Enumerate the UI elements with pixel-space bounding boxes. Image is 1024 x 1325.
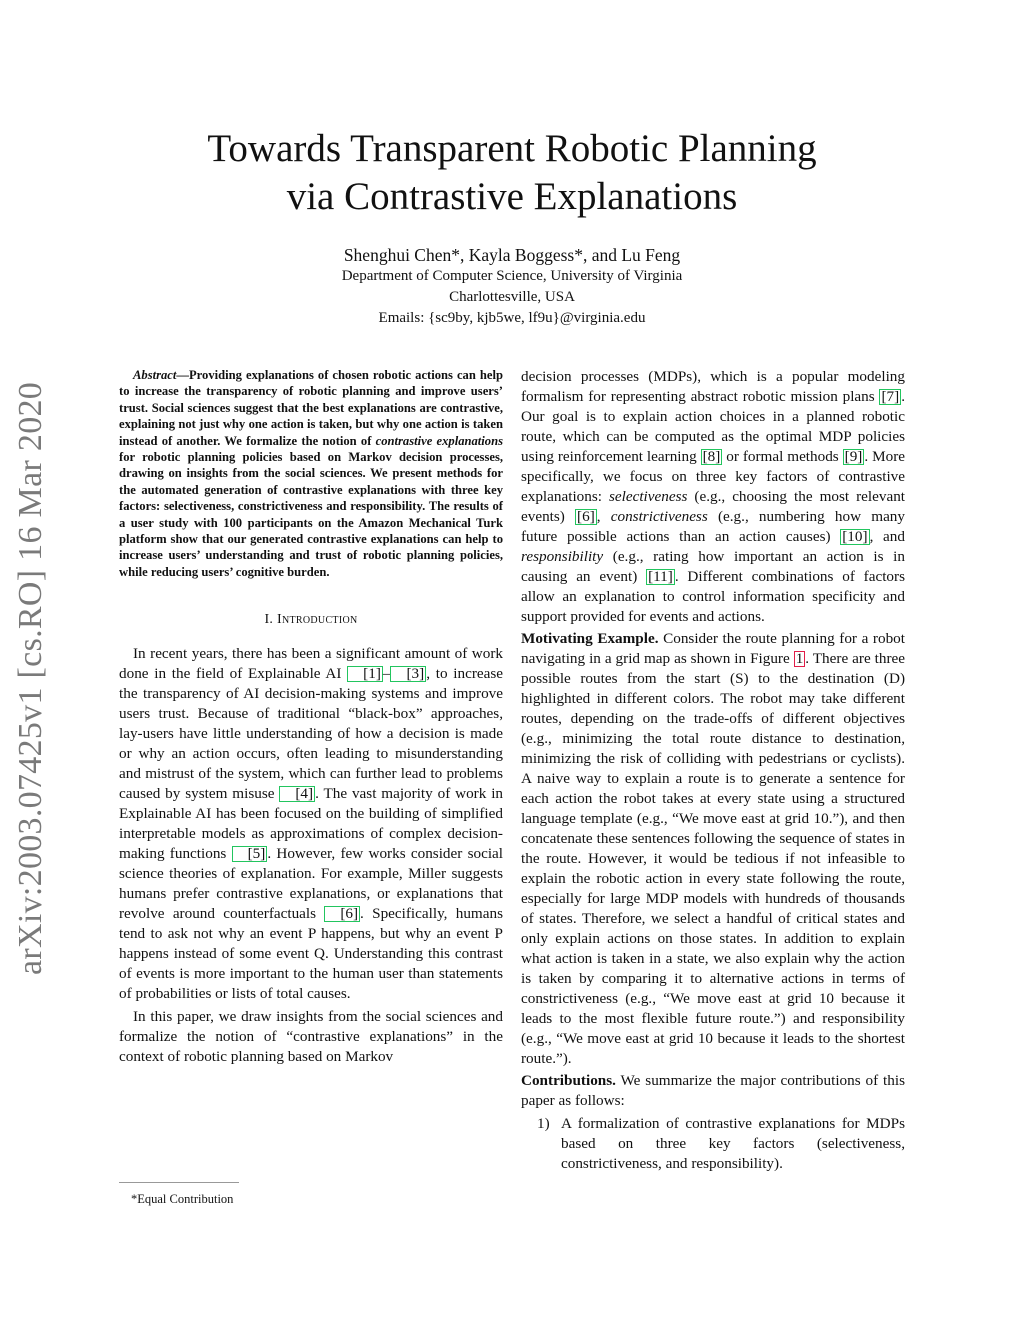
- intro-paragraph-1: [119, 644, 503, 1004]
- text-run: . The vast majority of work in Explainable AI has been focused on the building of simplified interpretable models as approximations of complex decision-making functions: [119, 785, 504, 863]
- text-run: Consider the route planning for a robot navigating in a grid map as shown in Figure: [521, 630, 905, 667]
- text-run: (e.g., numbering how many future possible actions than an action causes): [521, 508, 905, 545]
- citation-link[interactable]: [6]: [577, 508, 595, 525]
- text-run: or formal methods: [722, 448, 843, 465]
- citation-link[interactable]: [10]: [842, 528, 868, 545]
- text-run: , and: [869, 528, 905, 545]
- citation-link[interactable]: [7]: [881, 388, 900, 405]
- text-run: –: [382, 665, 391, 683]
- author-emails: Emails: {sc9by, kjb5we, lf9u}@virginia.edu: [378, 310, 646, 326]
- arxiv-identifier: arXiv:2003.07425v1 [cs.RO] 16 Mar 2020: [12, 381, 49, 975]
- text-run: . Specifically, humans tend to ask not why an event P happens, but why an event P happens instead of some event Q. Understanding this contrast of events is more important to the human user than statements of probabilities or lists of total causes.: [119, 905, 503, 1003]
- author-block: [0, 244, 1024, 329]
- section-heading-introduction: [119, 610, 503, 630]
- abstract-emphasis: contrastive explanations: [375, 433, 503, 448]
- footnote-divider: [119, 1182, 239, 1183]
- emphasis: constrictiveness: [610, 508, 708, 525]
- citation-link[interactable]: [3]: [390, 666, 426, 682]
- section-numeral: I.: [264, 612, 278, 628]
- text-run: ,: [596, 508, 611, 525]
- author-location: Charlottesville, USA: [449, 289, 575, 305]
- emphasis: responsibility: [521, 548, 604, 565]
- author-names: Shenghui Chen*, Kayla Boggess*, and Lu Feng: [343, 245, 681, 265]
- list-item-number: 1): [537, 1115, 550, 1132]
- title-line-2: via Contrastive Explanations: [286, 175, 738, 218]
- motivating-example-paragraph: [521, 629, 905, 1069]
- left-column: [119, 367, 503, 1067]
- contributions-list: [521, 1114, 905, 1174]
- citation-link[interactable]: [11]: [648, 568, 673, 585]
- motivating-example-heading: Motivating Example.: [521, 630, 659, 647]
- text-run: . More specifically, we focus on three key factors of contrastive explanations:: [521, 448, 905, 505]
- abstract-text: —Providing explanations of chosen robotic actions can help to increase the transparency of robotic planning and improve users’ trust. Social sciences suggest that the best explanations are contrastive, explaining not just why one action is taken, but why one action is taken instead of another. We formalize the notion of: [119, 368, 503, 448]
- citation-link[interactable]: [9]: [844, 448, 863, 465]
- citation-link[interactable]: [8]: [702, 448, 721, 465]
- right-paragraph-1: [521, 367, 905, 627]
- text-run: In recent years, there has been a significant amount of work done in the field of Explainable AI: [119, 645, 503, 683]
- paper-title: [0, 125, 1024, 221]
- text-run: decision processes (MDPs), which is a popular modeling formalism for representing abstract robotic mission plans: [521, 368, 905, 405]
- list-item-text: A formalization of contrastive explanations for MDPs based on three key factors (selectiveness, constrictiveness, and responsibility).: [561, 1115, 905, 1172]
- citation-link[interactable]: [6]: [324, 906, 360, 922]
- section-title: Introduction: [277, 612, 358, 628]
- text-run: (e.g., choosing the most relevant events): [521, 488, 906, 525]
- abstract-label: Abstract: [133, 368, 177, 382]
- text-run: . There are three possible routes from the start (S) to the destination (D) highlighted in different colors. The robot may take different routes, depending on the trade-offs of different objectives (e.g., minimizing the total route distance to destination, minimizing the risk of colliding with pedestrians or cyclists). A naive way to explain a route is to generate a sentence for each action the robot takes at every state using a structured language template (e.g., “We move east at grid 10.”), and then concatenate these sentences following the sequence of states in the route. However, it would be tedious if not infeasible to explain the robotic action in every state following the route, especially for large MDP models with hundreds of thousands of states. Therefore, we select a handful of critical states and only explain actions on those states. In addition to explain what action is taken in a state, we also explain why the action is taken by comparing it to alternative actions in terms of constrictiveness (e.g., “We move east at grid 10 because it leads to the most flexible future route.”) and responsibility (e.g., “We move east at grid 10 because it leads to the shortest route.”).: [521, 650, 906, 1067]
- citation-link[interactable]: [1]: [347, 666, 383, 682]
- citation-link[interactable]: [5]: [232, 846, 268, 862]
- text-run: . However, few works consider social science theories of explanation. For example, Miller suggests humans prefer contrastive explanations, or explanations that revolve around counterfactuals: [119, 845, 503, 923]
- title-line-1: Towards Transparent Robotic Planning: [207, 127, 817, 170]
- abstract: [119, 367, 503, 580]
- text-run: (e.g., rating how important an action is in causing an event): [521, 548, 905, 585]
- citation-link[interactable]: [4]: [279, 786, 315, 802]
- footnote-equal-contribution: *Equal Contribution: [131, 1192, 234, 1206]
- intro-paragraph-2: In this paper, we draw insights from the social sciences and formalize the notion of “contrastive explanations” in the context of robotic planning based on Markov: [119, 1008, 503, 1066]
- right-column: [521, 367, 905, 1174]
- list-item: [521, 1114, 905, 1174]
- text-run: , to increase the transparency of AI decision-making systems and improve users trust. Because of traditional “black-box” approaches, lay-users have little understanding of how a decision is made or why an action occurs, often leading to misunderstanding and mistrust of the system, which can further lead to problems caused by system misuse: [119, 665, 504, 803]
- author-affiliation: Department of Computer Science, University of Virginia: [341, 268, 683, 284]
- text-run: . Our goal is to explain action choices in a planned robotic route, which can be computed as the optimal MDP policies using reinforcement learning: [521, 388, 905, 465]
- contributions-heading: Contributions.: [521, 1072, 616, 1089]
- emphasis: selectiveness: [608, 488, 688, 505]
- text-run: We summarize the major contributions of this paper as follows:: [521, 1072, 905, 1109]
- figure-link[interactable]: 1: [795, 650, 804, 667]
- text-run: . Different combinations of factors allow an explanation to control information specificity and support provided for events and actions.: [521, 568, 905, 625]
- contributions-paragraph: [521, 1071, 905, 1111]
- abstract-text-2: for robotic planning policies based on Markov decision processes, drawing on insights from the social sciences. We present methods for the automated generation of contrastive explanations with three key factors: selectiveness, constrictiveness and responsibility. The results of a user study with 100 participants on the Amazon Mechanical Turk platform show that our generated contrastive explanations can help to increase users’ understanding and trust of robotic planning policies, while reducing users’ cognitive burden.: [119, 450, 503, 579]
